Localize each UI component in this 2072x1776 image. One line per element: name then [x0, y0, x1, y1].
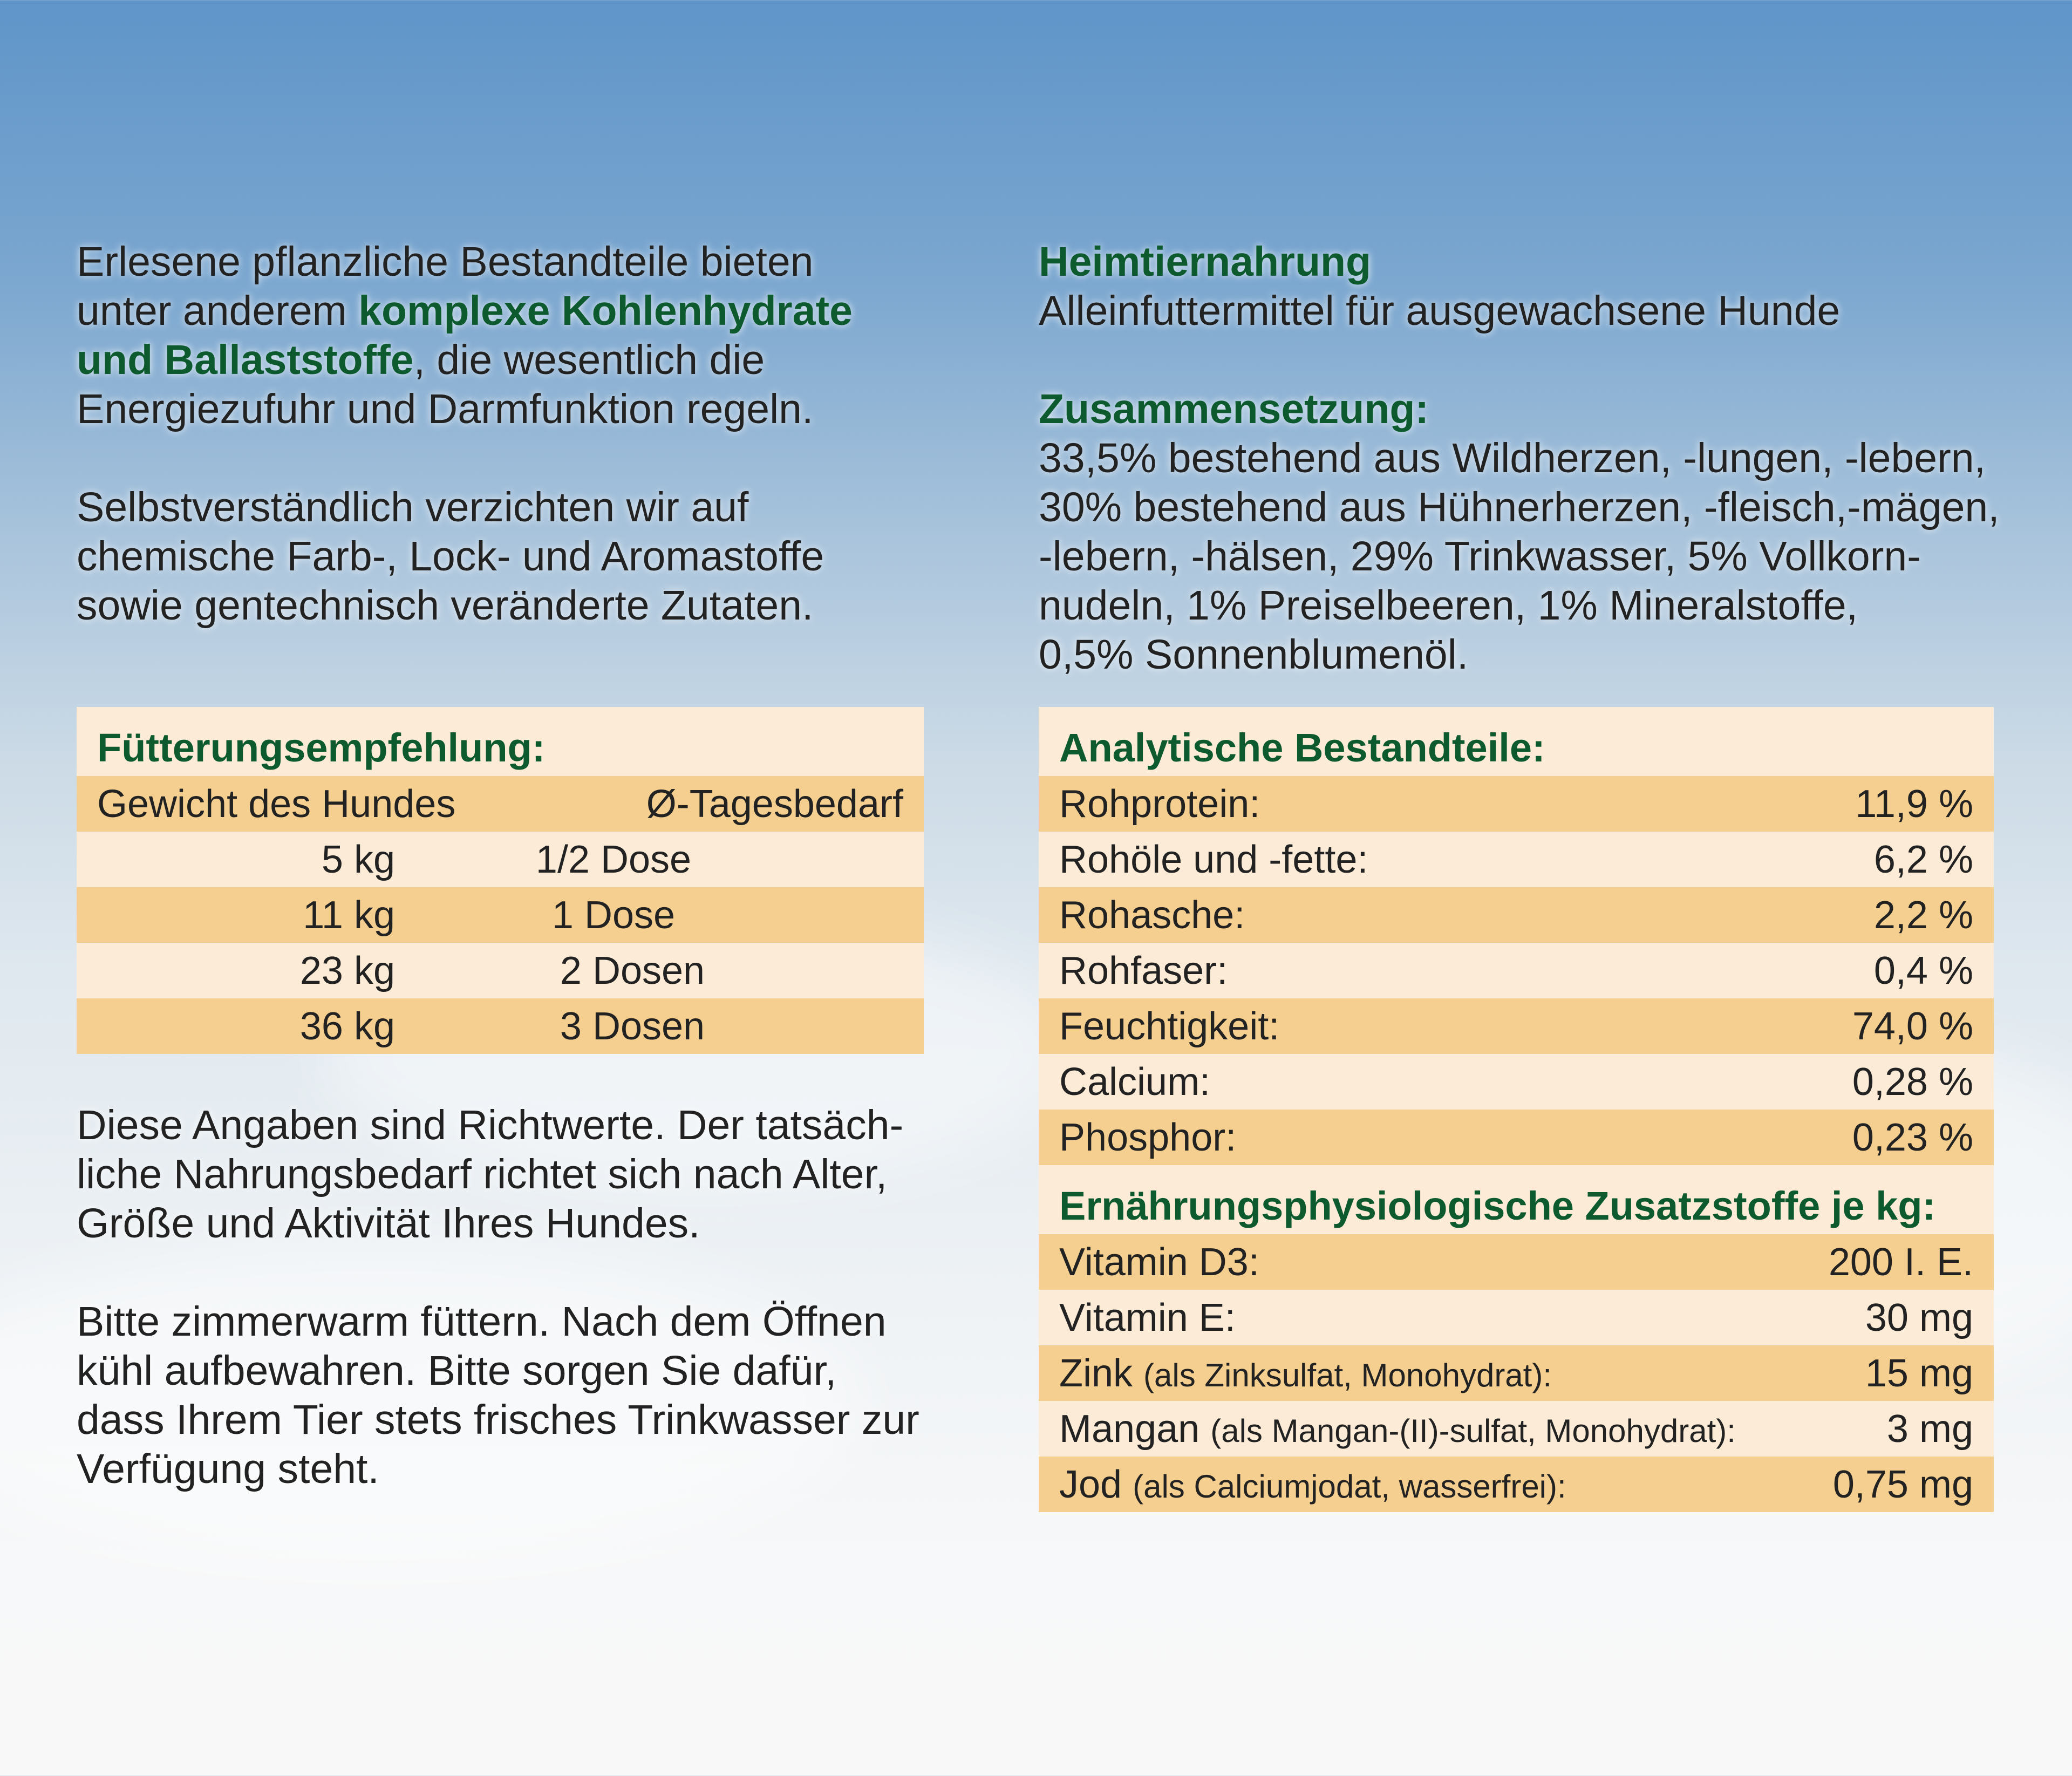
table-row — [1039, 1234, 1994, 1290]
col-weight-header: Gewicht des Hundes — [77, 776, 562, 832]
analyte-value: 11,9 % — [1797, 776, 1994, 832]
feeding-weight: 23 kg — [299, 949, 395, 992]
additive-value: 3 mg — [1797, 1401, 1994, 1457]
additive-value: 0,75 mg — [1797, 1457, 1994, 1512]
table-row — [77, 887, 924, 943]
note-paragraph-2: Bitte zimmerwarm füttern. Nach dem Öffnen kühl aufbewahren. Bitte sorgen Sie dafür, dass Ihrem Tier stets frisches Trinkwasser zur Verfügung steht. — [77, 1298, 919, 1492]
feeding-amount: 1/2 Dose — [535, 838, 692, 881]
table-row — [1039, 1345, 1994, 1401]
composition-text: 33,5% bestehend aus Wildherzen, -lungen, -lebern, 30% bestehend aus Hühnerherzen, -fleisch,-mägen, -lebern, -hälsen, 29% Trinkwasser, 5% Vollkorn- nudeln, 1% Preiselbeeren, 1% Mineralstoffe, 0,5% Sonnenblumenöl. — [1039, 435, 2000, 678]
table-row — [1039, 887, 1994, 943]
note-paragraph-1: Diese Angaben sind Richtwerte. Der tatsäch- liche Nahrungsbedarf richtet sich nach Alter, Größe und Aktivität Ihres Hundes. — [77, 1102, 904, 1247]
additive-note: (als Calciumjodat, wasserfrei): — [1133, 1468, 1566, 1505]
analyte-value: 0,4 % — [1797, 943, 1994, 998]
additive-label: Jod — [1059, 1462, 1122, 1506]
product-info — [1039, 237, 2010, 679]
additive-label: Zink — [1059, 1351, 1133, 1395]
feeding-amount: 2 Dosen — [560, 949, 705, 992]
analyte-label: Rohprotein: — [1039, 776, 1797, 832]
table-row — [1039, 1457, 1994, 1512]
analyte-value: 74,0 % — [1797, 998, 1994, 1054]
table-row — [1039, 832, 1994, 887]
additives-title: Ernährungsphysiologische Zusatzstoffe je kg: — [1039, 1165, 1994, 1234]
additive-value: 15 mg — [1797, 1345, 1994, 1401]
notes — [77, 1101, 967, 1494]
analyte-label: Rohöle und -fette: — [1039, 832, 1797, 887]
analyte-label: Feuchtigkeit: — [1039, 998, 1797, 1054]
table-row — [1039, 943, 1994, 998]
feeding-weight: 11 kg — [303, 893, 395, 937]
col-daily-header: Ø-Tagesbedarf — [562, 776, 924, 832]
table-row — [1039, 998, 1994, 1054]
intro-text — [77, 237, 940, 630]
additive-value: 200 I. E. — [1797, 1234, 1994, 1290]
analyte-value: 0,23 % — [1797, 1110, 1994, 1165]
feeding-weight: 5 kg — [321, 838, 395, 881]
additive-label: Vitamin D3: — [1059, 1240, 1259, 1284]
analyte-value: 2,2 % — [1797, 887, 1994, 943]
analyte-value: 6,2 % — [1797, 832, 1994, 887]
analyte-label: Calcium: — [1039, 1054, 1797, 1110]
additive-label: Mangan — [1059, 1407, 1200, 1451]
table-row — [77, 832, 924, 887]
product-description: Alleinfuttermittel für ausgewachsene Hunde — [1039, 288, 1841, 334]
composition-title: Zusammensetzung: — [1039, 386, 1429, 432]
additive-note: (als Mangan-(II)-sulfat, Monohydrat): — [1210, 1412, 1736, 1449]
table-row — [1039, 1401, 1994, 1457]
feeding-weight: 36 kg — [299, 1004, 395, 1048]
additive-label: Vitamin E: — [1059, 1296, 1236, 1339]
table-row — [77, 943, 924, 998]
feeding-table — [77, 707, 924, 1054]
analytics-title: Analytische Bestandteile: — [1039, 707, 1994, 776]
table-row — [1039, 1054, 1994, 1110]
intro-paragraph-1: Erlesene pflanzliche Bestandteile bieten unter anderem komplexe Kohlenhydrate und Ballaststoffe, die wesentlich die Energiezufuhr und Darmfunktion regeln. — [77, 239, 853, 432]
table-row — [1039, 776, 1994, 832]
analyte-label: Rohasche: — [1039, 887, 1797, 943]
additive-value: 30 mg — [1797, 1290, 1994, 1345]
additive-note: (als Zinksulfat, Monohydrat): — [1143, 1357, 1552, 1393]
feeding-amount: 1 Dose — [551, 893, 676, 937]
feeding-amount: 3 Dosen — [560, 1004, 705, 1048]
table-row — [1039, 1290, 1994, 1345]
analyte-value: 0,28 % — [1797, 1054, 1994, 1110]
feeding-title: Fütterungsempfehlung: — [77, 707, 924, 776]
analyte-label: Phosphor: — [1039, 1110, 1797, 1165]
table-row — [1039, 1110, 1994, 1165]
table-row — [77, 998, 924, 1054]
intro-paragraph-2: Selbstverständlich verzichten wir auf chemische Farb-, Lock- und Aromastoffe sowie gentechnisch veränderte Zutaten. — [77, 484, 824, 629]
product-category: Heimtiernahrung — [1039, 239, 1372, 285]
table-row — [77, 776, 924, 832]
analytics-table — [1039, 707, 1994, 1512]
analyte-label: Rohfaser: — [1039, 943, 1797, 998]
